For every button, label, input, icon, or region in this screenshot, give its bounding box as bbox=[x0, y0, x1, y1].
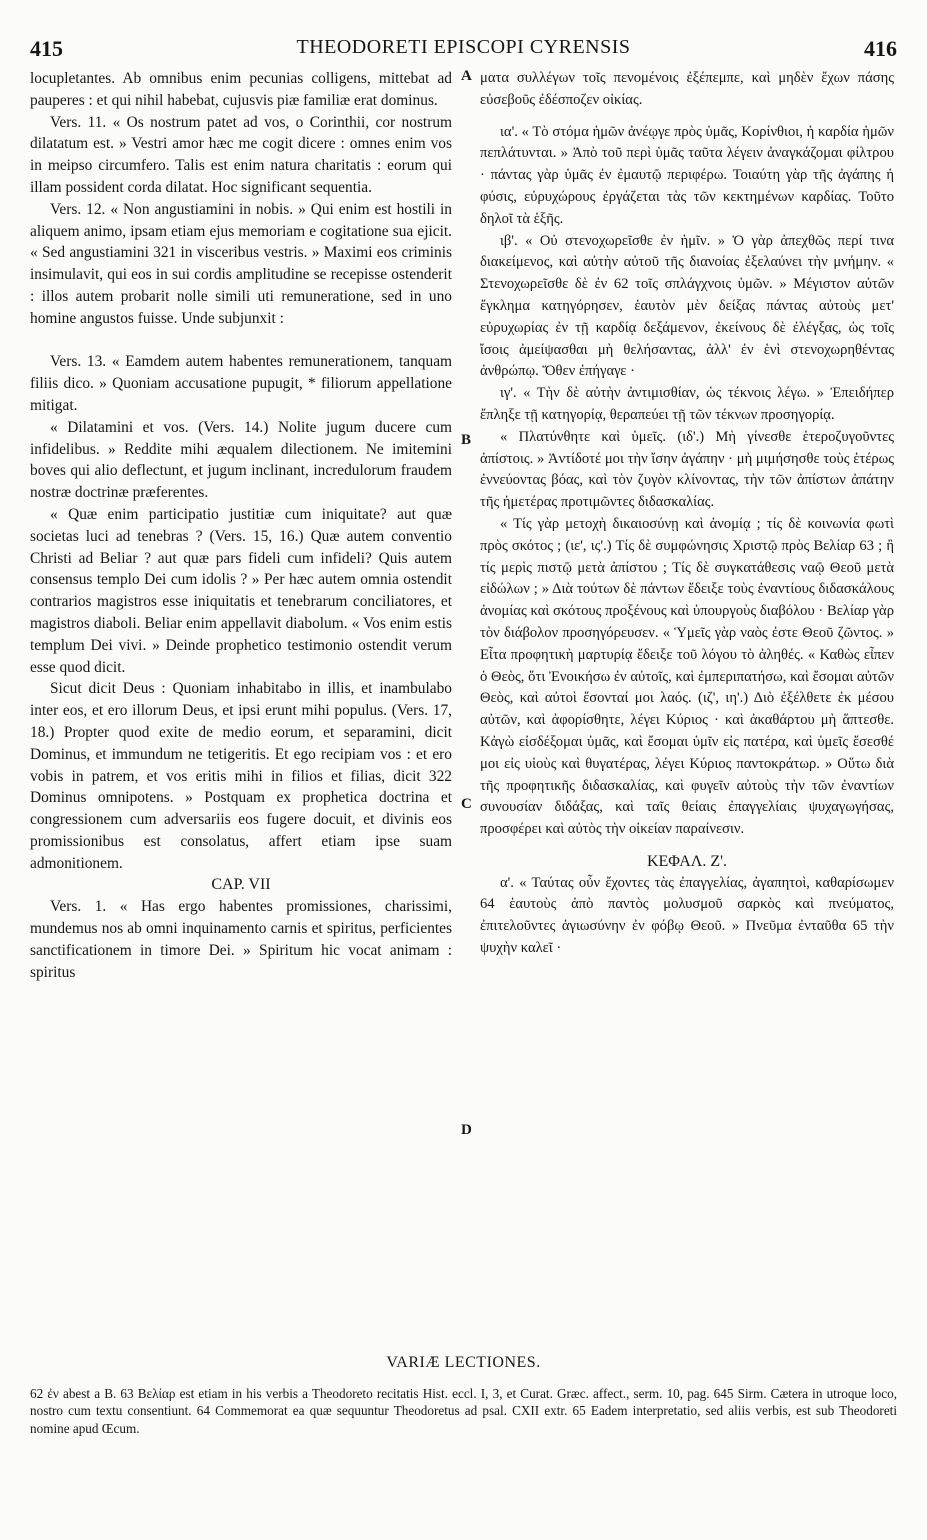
margin-letter-a: A bbox=[461, 68, 472, 84]
latin-paragraph: Vers. 12. « Non angustiamini in nobis. » Qui enim est hostili in aliquem animo, ipsam etiam ejus memoriam e cogitatione sua ejicit. « Sed angustiamini 321 in visceribus vestris. » Maximi eos criminis insimulavit, qui eos in sui cordis amplitudine se recepisse ostenderit : illos autem probarit nolle simili uti remuneratione, sed in uno homine angustos fuisse. Unde subjunxit : bbox=[30, 200, 452, 327]
running-title: THEODORETI EPISCOPI CYRENSIS bbox=[296, 36, 631, 58]
greek-paragraph: « Πλατύνθητε καὶ ὑμεῖς. (ιδ'.) Μὴ γίνεσθε ἑτεροζυγοῦντες ἀπίστοις. » Ἀντίδοτέ μοι τὴν ἴσην ἀγάπην · μὴ μιμήσησθε τοὺς ἑτέρως ἐννεύοντας βόας, καὶ τὸν ζυγὸν κλίνοντας, τὴν τῶν ἀπίστων ἀπάτην τῆς ἡμετέρας προτιμῶντες διδασκαλίας. bbox=[480, 428, 894, 511]
greek-column bbox=[480, 68, 894, 960]
greek-paragraph: ια'. « Τὸ στόμα ἡμῶν ἀνέῳγε πρὸς ὑμᾶς, Κορίνθιοι, ἡ καρδία ἡμῶν πεπλάτυνται. » Ἀπὸ τοῦ περὶ ὑμᾶς ταῦτα λέγειν ἀναγκάζομαι φίλτρου · πάντας γὰρ ὑμᾶς ἐν ἐμαυτῷ περιφέρω. Τοιαύτη γὰρ τῆς ἀγάπης ἡ φύσις, εὐρυχώρους ἐργάζεται τὰς τῶν κεκτημένων καρδίας. Τοῦτο δηλοῖ τὰ ἑξῆς. bbox=[480, 123, 894, 227]
chapter-heading-greek: ΚΕΦΑΛ. Ζ'. bbox=[646, 852, 728, 870]
greek-paragraph: ιβ'. « Οὐ στενοχωρεῖσθε ἐν ἡμῖν. » Ὁ γὰρ ἀπεχθῶς περί τινα διακείμενος, καὶ αὐτὴν αὐτοῦ τῆς διανοίας ἐξελαύνει τὴν μνήμην. « Στενοχωρεῖσθε δὲ ἐν 62 τοῖς σπλάγχνοις ὑμῶν. » Μέγιστον αὐτῶν ἔγκλημα κατηγόρησεν, ἑαυτὸν μὲν δείξας πάντας αὐτοὺς μετ' εὐρυχωρίας ἐν τῇ καρδίᾳ δεξάμενον, ἐκείνους δὲ ἐλέγξας, ὡς τοῖς ἴσοις ἀμείψασθαι μὴ θελήσαντας, ἀλλ' ἐν ἑνὶ στενοχωρηθέντας ἀνθρώπῳ. Ὅθεν ἐπήγαγε · bbox=[480, 232, 894, 380]
chapter-heading-latin: CAP. VII bbox=[211, 876, 271, 894]
latin-paragraph: « Quæ enim participatio justitiæ cum iniquitate? aut quæ societas luci ad tenebras ? (Vers. 15, 16.) Quæ autem conventio Christi ad Beliar ? aut quæ pars fideli cum infideli? Quis autem consensus templo Dei cum idolis ? » Per hæc autem omnia ostendit contrarios magistros esse iniquitatis et tenebrarum conciliatores, et magistros diaboli. Beliar enim appellavit diabolum. « Vos enim estis templum Dei vivi. » Deinde prophetico testimonio ostendit verum esse quod dicit. bbox=[30, 505, 452, 676]
margin-letter-c: C bbox=[461, 796, 472, 812]
variae-lectiones-notes bbox=[30, 1385, 897, 1437]
variae-lectiones-heading: VARIÆ LECTIONES. bbox=[386, 1354, 541, 1371]
latin-paragraph: Vers. 1. « Has ergo habentes promissiones, charissimi, mundemus nos ab omni inquinamento carnis et spiritus, perficientes sanctificationem in timore Dei. » Spiritum hic vocat animam : spiritus bbox=[30, 898, 452, 981]
greek-paragraph: « Τίς γὰρ μετοχὴ δικαιοσύνῃ καὶ ἀνομίᾳ ; τίς δὲ κοινωνία φωτὶ πρὸς σκότος ; (ιε', ις'.) Τίς δὲ συμφώνησις Χριστῷ πρὸς Βελίαρ 63 ; ἢ τίς μερὶς πιστῷ μετὰ ἀπίστου ; Τίς δὲ συγκατάθεσις ναῷ Θεοῦ μετὰ εἰδώλων ; » Διὰ τούτων δὲ πάντων ἔδειξε τοὺς ἐναντίους διδασκάλους ἀνομίας καὶ σκότους προξένους καὶ ὑπουργοὺς διαβόλου · Βελίαρ γὰρ τὸν διάβολον προσηγόρευσεν. « Ὑμεῖς γὰρ ναὸς ἐστε Θεοῦ ζῶντος. » Εἶτα προφητικὴ μαρτυρίᾳ ἔδειξε τοῦ λόγου τὸ ἀληθές. « Καθὼς εἶπεν ὁ Θεὸς, ὅτι Ἐνοικήσω ἐν αὐτοῖς, καὶ ἐμπεριπατήσω, καὶ ἔσομαι αὐτῶν Θεὸς, καὶ αὐτοὶ ἔσονταί μοι λαός. (ιζ', ιη'.) Διὸ ἐξέλθετε ἐκ μέσου αὐτῶν, καὶ ἀφορίσθητε, λέγει Κύριος · καὶ ἀκαθάρτου μὴ ἅπτεσθε. Κἀγὼ εἰσδέξομαι ὑμᾶς, καὶ ἔσομαι ὑμῖν εἰς πατέρα, καὶ ὑμεῖς ἔσεσθέ μοι εἰς υἱοὺς καὶ θυγατέρας, λέγει Κύριος παντοκράτωρ. » Οὕτω διὰ τῆς προφητικῆς διδασκαλίας, καὶ φυγεῖν αὐτοὺς τὴν τῶν ἐναντίων συνουσίαν διδάξας, καὶ ταῖς θείαις ἐπαγγελίαις ψυχαγωγήσας, προσφέρει καὶ αὐτὸς τὴν οἰκείαν παραίνεσιν. bbox=[480, 515, 894, 838]
greek-paragraph: ματα συλλέγων τοῖς πενομένοις ἐξέπεμπε, καὶ μηδὲν ἔχων πάσης εὐσεβοῦς ἐδέσποζεν οἰκίας. bbox=[480, 70, 894, 108]
margin-letter-d: D bbox=[461, 1122, 472, 1138]
greek-paragraph: ιγ'. « Τὴν δὲ αὐτὴν ἀντιμισθίαν, ὡς τέκνοις λέγω. » Ἐπειδήπερ ἔπληξε τῇ κατηγορίᾳ, θεραπεύει τῇ τῶν τέκνων προσηγορίᾳ. bbox=[480, 385, 894, 423]
latin-paragraph: « Dilatamini et vos. (Vers. 14.) Nolite jugum ducere cum infidelibus. » Reddite mihi æqualem dilectionem. Ne imitemini boves qui alio deflectunt, et jugum inclinant, incredulorum fraudem nostræ doctrinæ præferentes. bbox=[30, 418, 452, 502]
footnotes-text: 62 ἐν abest a B. 63 Βελίαρ est etiam in his verbis a Theodoreto recitatis Hist. eccl. I, 3, et Curat. Græc. affect., serm. 10, pag. 645 Sirm. Cætera in utroque loco, nostro cum textu consentiunt. 64 Commemorat ea quæ sequuntur Theodoretus ad psal. CXII extr. 65 Eadem interpretatio, sed aliis verbis, est sub Theodoreti nomine apud Œcum. bbox=[30, 1386, 897, 1436]
latin-paragraph: Sicut dicit Deus : Quoniam inhabitabo in illis, et inambulabo inter eos, et ero illorum Deus, et ipsi erunt mihi populus. (Vers. 17, 18.) Propter quod exite de medio eorum, et separamini, dicit Dominus, et immundum ne tetigeritis. Et ego recipiam vos : et ero vobis in patrem, et vos eritis mihi in filios et filias, dicit 322 Dominus omnipotens. » Postquam ex prophetica doctrina et congressionem cum adversariis eos fugere docuit, et divinis eos promissionibus est consolatus, affert etiam ipse suam admonitionem. bbox=[30, 680, 452, 872]
latin-paragraph: Vers. 13. « Eamdem autem habentes remunerationem, tanquam filiis dico. » Quoniam accusatione pupugit, * filiorum appellatione mitigat. bbox=[30, 353, 452, 414]
page-number-right: 416 bbox=[864, 36, 897, 61]
page-number-left: 415 bbox=[30, 36, 63, 61]
latin-paragraph: Vers. 11. « Os nostrum patet ad vos, o Corinthii, cor nostrum dilatatum est. » Vestri amor hæc me cogit dicere : omnes enim vos in meipso circumfero. Talis est enim natura charitatis : eorum qui illam possident corda dilatat. Hoc significant sequentia. bbox=[30, 113, 452, 196]
greek-paragraph: α'. « Ταύτας οὖν ἔχοντες τὰς ἐπαγγελίας, ἀγαπητοὶ, καθαρίσωμεν 64 ἑαυτοὺς ἀπὸ παντὸς μολυσμοῦ σαρκὸς καὶ πνεύματος, ἐπιτελοῦντες ἁγιωσύνην ἐν φόβῳ Θεοῦ. » Πνεῦμα ἐνταῦθα 65 τὴν ψυχὴν καλεῖ · bbox=[480, 874, 894, 957]
latin-paragraph: locupletantes. Ab omnibus enim pecunias colligens, mittebat ad pauperes : et qui nihil habebat, cujusvis piæ familiæ erat dominus. bbox=[30, 70, 452, 109]
latin-column bbox=[30, 68, 452, 983]
margin-letter-b: B bbox=[461, 432, 472, 448]
page-header bbox=[30, 36, 897, 64]
